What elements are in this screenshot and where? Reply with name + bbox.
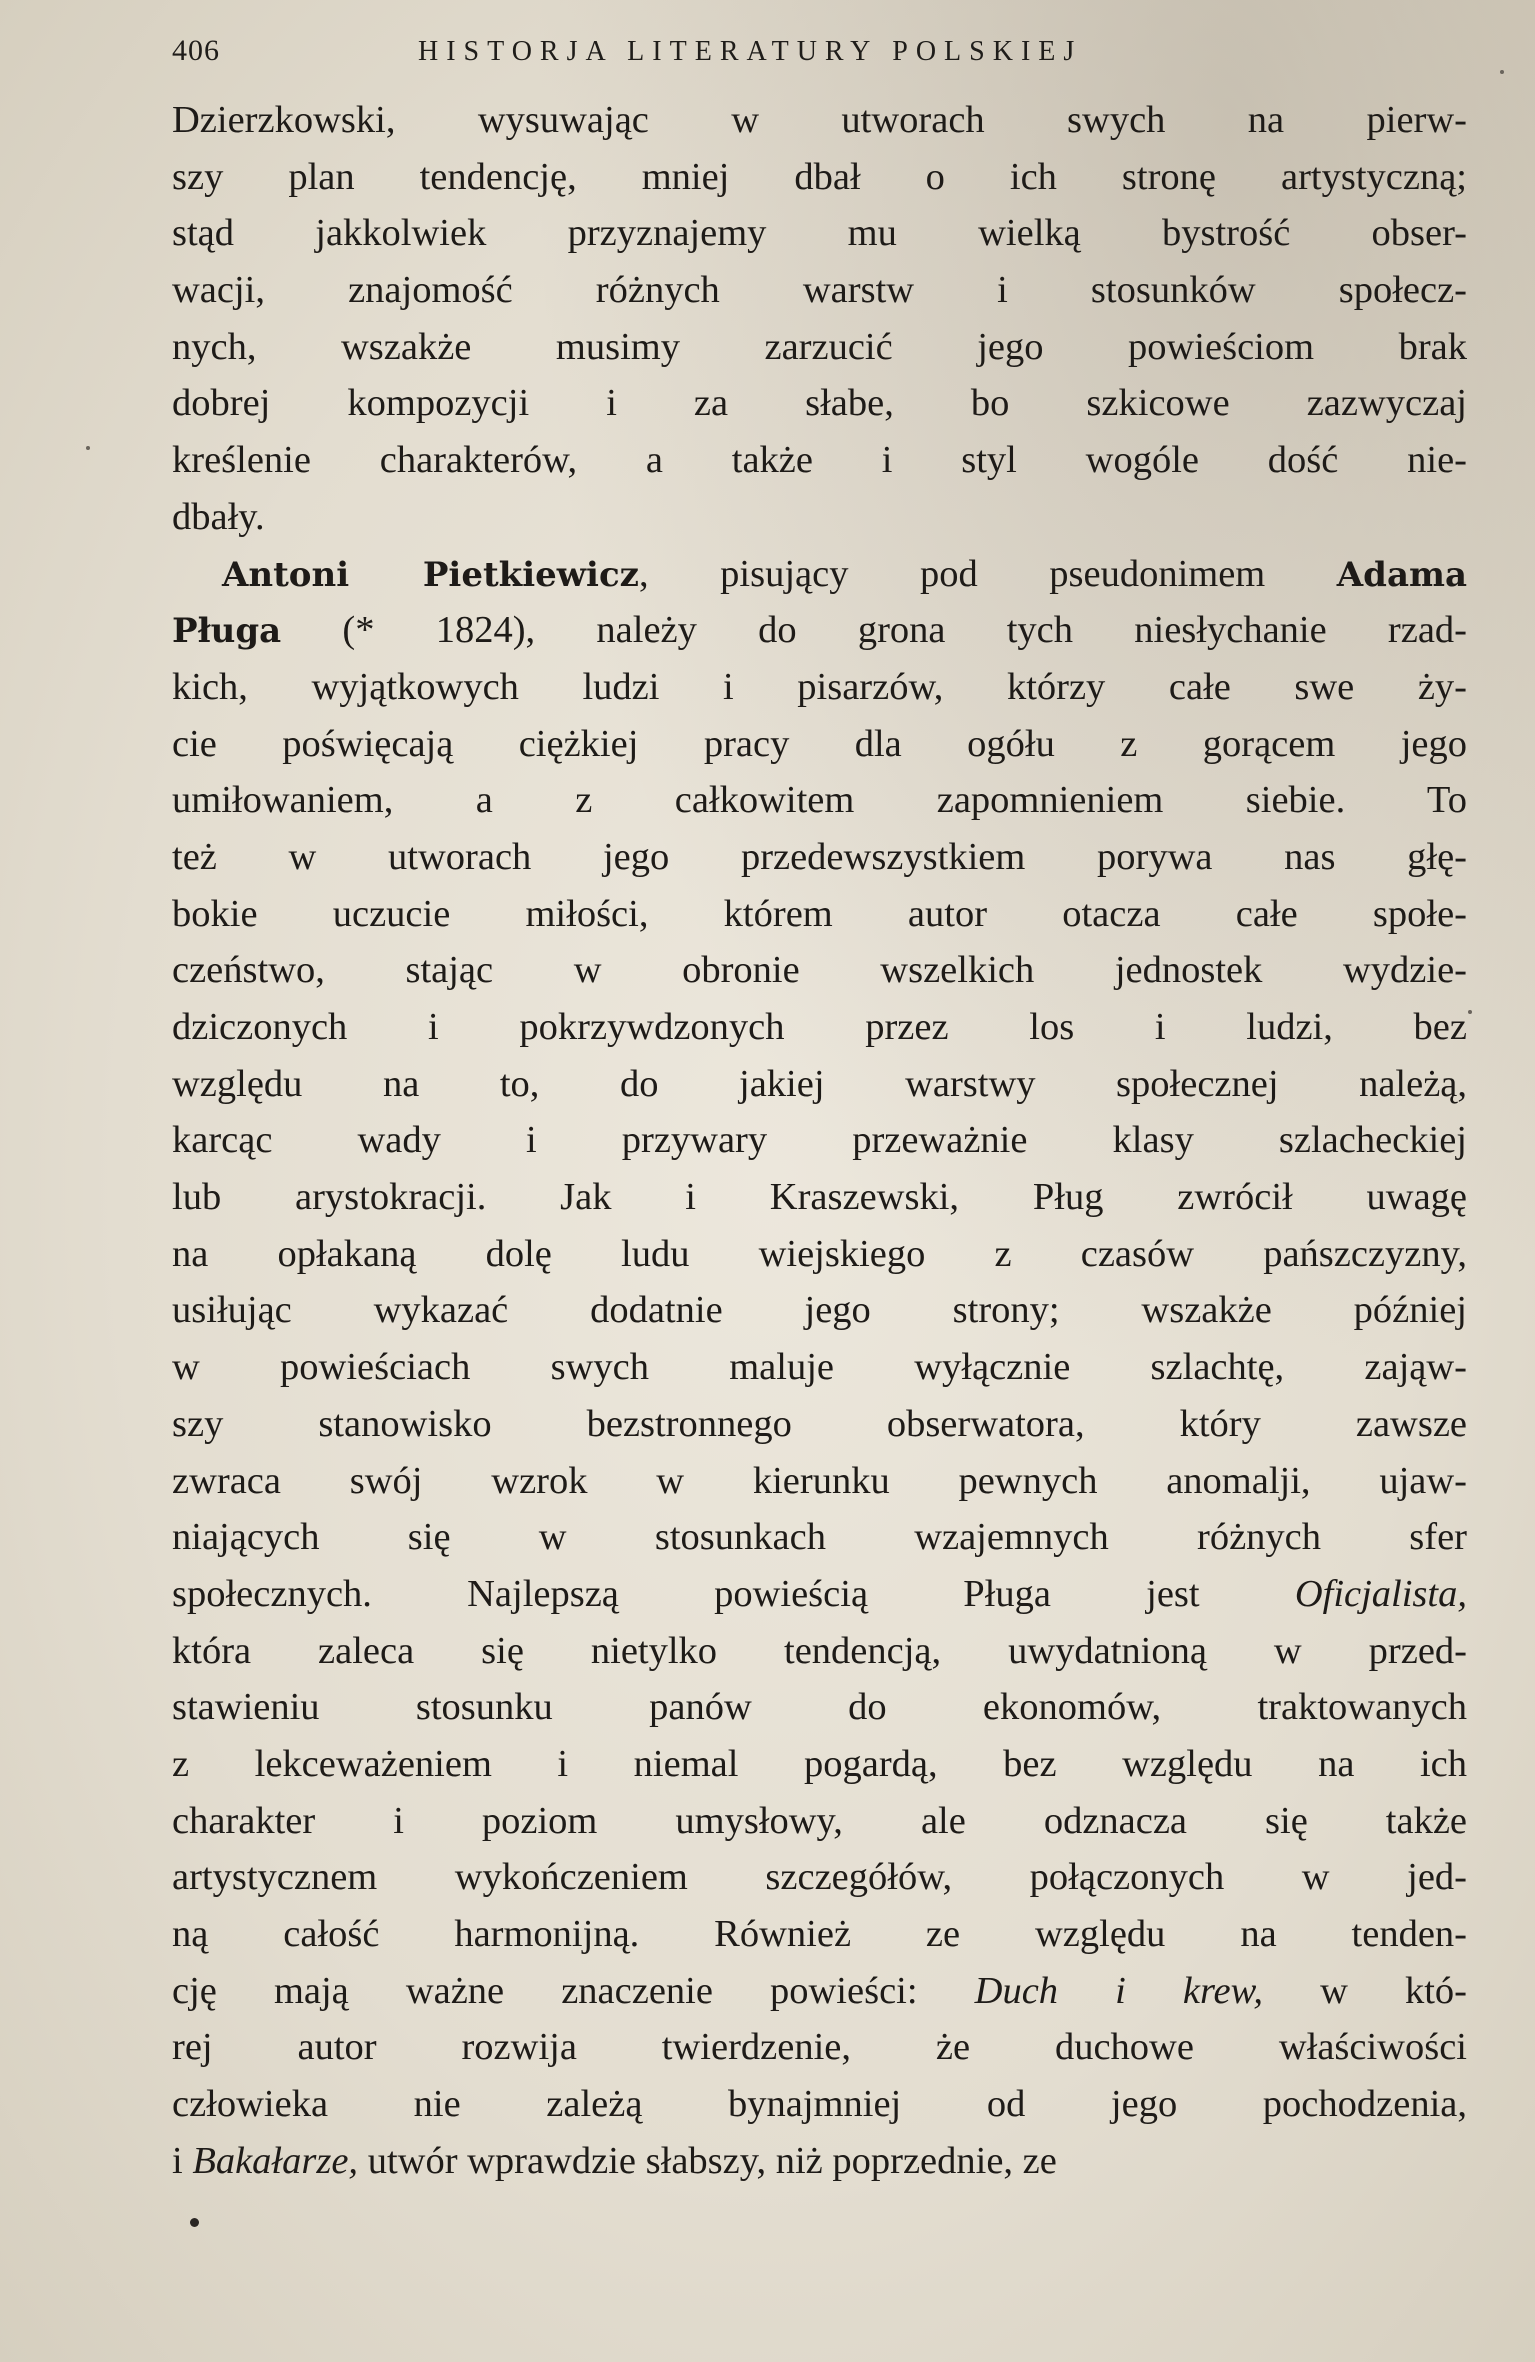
text-line: w powieściach swych maluje wyłącznie szlachtę, zająw- — [172, 1346, 1467, 1389]
text-line: Dzierzkowski, wysuwając w utworach swych na pierw- — [172, 99, 1467, 141]
text-line: społecznych. Najlepszą powieścią Pługa jest Oficjalista, — [172, 1572, 1467, 1615]
text-line: cję mają ważne znaczenie powieści: Duch i krew, w któ- — [172, 1969, 1467, 2012]
text-line: Antoni Pietkiewicz, pisujący pod pseudonimem Adama — [222, 552, 1467, 595]
text-line: też w utworach jego przedewszystkiem porywa nas głę- — [172, 835, 1467, 878]
printer-dot — [190, 2218, 199, 2227]
body-text — [172, 92, 1467, 2189]
text-line: karcąc wady i przywary przeważnie klasy szlacheckiej — [172, 1119, 1467, 1162]
text-line: dbały. — [172, 495, 265, 538]
running-head: HISTORJA LITERATURY POLSKIEJ — [418, 36, 1083, 67]
text-line: usiłując wykazać dodatnie jego strony; wszakże później — [172, 1289, 1467, 1332]
text-line: Pługa (* 1824), należy do grona tych niesłychanie rzad- — [172, 609, 1467, 652]
text-line: niających się w stosunkach wzajemnych różnych sfer — [172, 1516, 1467, 1559]
text-line: ną całość harmonijną. Również ze względu na tenden- — [172, 1913, 1467, 1955]
page-number: 406 — [172, 34, 220, 67]
text-line: człowieka nie zależą bynajmniej od jego pochodzenia, — [172, 2083, 1467, 2126]
paper-speck — [1500, 70, 1504, 74]
text-line: dobrej kompozycji i za słabe, bo szkicowe zazwyczaj — [172, 382, 1467, 425]
text-line: bokie uczucie miłości, którem autor otacza całe społe- — [172, 892, 1467, 935]
text-line: dziczonych i pokrzywdzonych przez los i ludzi, bez — [172, 1006, 1467, 1048]
page-header — [172, 34, 1472, 78]
text-line: artystycznem wykończeniem szczegółów, połączonych w jed- — [172, 1856, 1467, 1899]
text-line: kich, wyjątkowych ludzi i pisarzów, którzy całe swe ży- — [172, 665, 1467, 708]
text-line: szy stanowisko bezstronnego obserwatora, który zawsze — [172, 1402, 1467, 1445]
text-line: charakter i poziom umysłowy, ale odznacza się także — [172, 1799, 1467, 1842]
text-line: czeństwo, stając w obronie wszelkich jednostek wydzie- — [172, 949, 1467, 992]
text-line: kreślenie charakterów, a także i styl wogóle dość nie- — [172, 439, 1467, 482]
text-line: cie poświęcają ciężkiej pracy dla ogółu z gorącem jego — [172, 722, 1467, 765]
text-line: względu na to, do jakiej warstwy społecznej należą, — [172, 1062, 1467, 1105]
text-line: stawieniu stosunku panów do ekonomów, traktowanych — [172, 1686, 1467, 1729]
text-line: stąd jakkolwiek przyznajemy mu wielką bystrość obser- — [172, 212, 1467, 255]
text-line: rej autor rozwija twierdzenie, że duchowe właściwości — [172, 2026, 1467, 2069]
paper-speck — [86, 446, 90, 450]
text-line: szy plan tendencję, mniej dbał o ich stronę artystyczną; — [172, 155, 1467, 198]
text-line: która zaleca się nietylko tendencją, uwydatnioną w przed- — [172, 1629, 1467, 1672]
text-line: na opłakaną dolę ludu wiejskiego z czasów pańszczyzny, — [172, 1232, 1467, 1275]
text-line: zwraca swój wzrok w kierunku pewnych anomalji, ujaw- — [172, 1459, 1467, 1502]
text-line: lub arystokracji. Jak i Kraszewski, Pług zwrócił uwagę — [172, 1176, 1467, 1219]
text-line: umiłowaniem, a z całkowitem zapomnieniem siebie. To — [172, 779, 1467, 822]
text-line: i Bakałarze, utwór wprawdzie słabszy, niż poprzednie, ze — [172, 2139, 1057, 2182]
text-line: z lekceważeniem i niemal pogardą, bez względu na ich — [172, 1742, 1467, 1785]
text-line: wacji, znajomość różnych warstw i stosunków społecz- — [172, 269, 1467, 312]
paper-speck — [1468, 1010, 1472, 1014]
text-line: nych, wszakże musimy zarzucić jego powieściom brak — [172, 325, 1467, 368]
